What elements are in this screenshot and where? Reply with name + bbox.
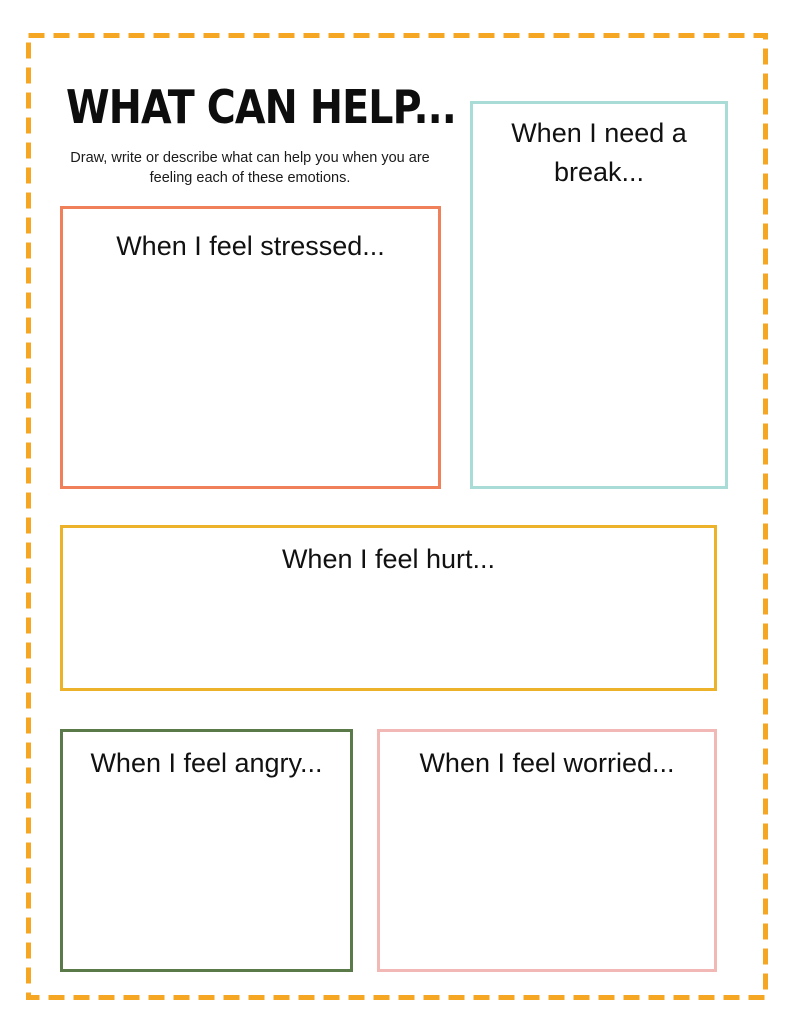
hurt-prompt: When I feel hurt...	[281, 544, 496, 574]
worksheet-title: WHAT CAN HELP...	[66, 80, 456, 134]
stressed-prompt: When I feel stressed...	[116, 231, 385, 261]
angry-response-box[interactable]	[60, 729, 353, 972]
break-response-box[interactable]	[470, 101, 728, 489]
break-prompt: When I need a break...	[511, 118, 687, 187]
worried-response-box[interactable]	[377, 729, 717, 972]
stressed-response-box[interactable]	[60, 206, 441, 489]
hurt-response-box[interactable]	[60, 525, 717, 691]
angry-prompt: When I feel angry...	[90, 748, 323, 778]
worksheet-instructions: Draw, write or describe what can help you when you are feeling each of these emotions.	[70, 150, 430, 186]
worried-prompt: When I feel worried...	[419, 748, 675, 778]
